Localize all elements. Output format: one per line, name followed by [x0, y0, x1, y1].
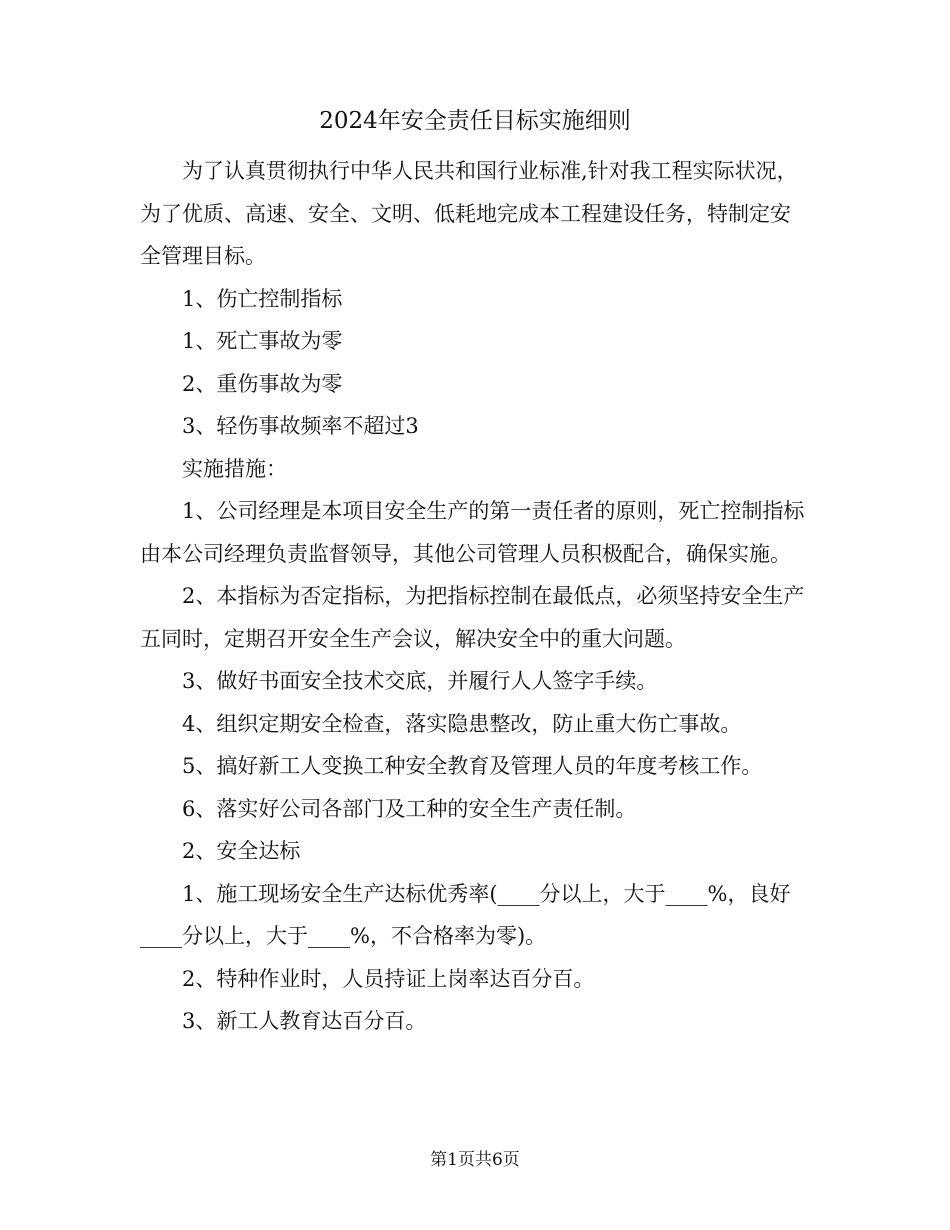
- paragraph-heading-measures: 实施措施：: [182, 456, 287, 481]
- document-title: 2024年安全责任目标实施细则: [319, 108, 631, 134]
- paragraph-measure: 3、做好书面安全技术交底，并履行人人签字手续。: [182, 669, 658, 693]
- paragraph-item: 1、施工现场安全生产达标优秀率(____分以上，大于____%，良好____分以上，大于____%，不合格率为零)。: [140, 881, 791, 948]
- page-footer: 第1页共6页: [430, 1150, 520, 1170]
- paragraph-item: 3、轻伤事故频率不超过3: [182, 414, 419, 438]
- paragraph-measure: 6、落实好公司各部门及工种的安全生产责任制。: [182, 796, 637, 821]
- paragraph-measure: 4、组织定期安全检查，落实隐患整改，防止重大伤亡事故。: [182, 711, 742, 736]
- paragraph-heading-safety-standard: 2、安全达标: [182, 839, 301, 863]
- paragraph-measure: 5、搞好新工人变换工种安全教育及管理人员的年度考核工作。: [182, 754, 763, 778]
- document-body: [140, 150, 810, 1043]
- paragraph-measure: 2、本指标为否定指标，为把指标控制在最低点，必须坚持安全生产五同时，定期召开安全生产会议，解决安全中的重大问题。: [140, 584, 805, 651]
- paragraph-heading-casualty-control: 1、伤亡控制指标: [182, 286, 343, 311]
- paragraph-intro: 为了认真贯彻执行中华人民共和国行业标准,针对我工程实际状况，为了优质、高速、安全、文明、低耗地完成本工程建设任务，特制定安全管理目标。: [140, 159, 798, 268]
- paragraph-item: 2、特种作业时，人员持证上岗率达百分百。: [182, 966, 595, 991]
- paragraph-item: 2、重伤事故为零: [182, 371, 343, 396]
- paragraph-measure: 1、公司经理是本项目安全生产的第一责任者的原则，死亡控制指标由本公司经理负责监督领导，其他公司管理人员积极配合，确保实施。: [140, 499, 805, 566]
- paragraph-item: 3、新工人教育达百分百。: [182, 1009, 427, 1033]
- paragraph-item: 1、死亡事故为零: [182, 329, 343, 353]
